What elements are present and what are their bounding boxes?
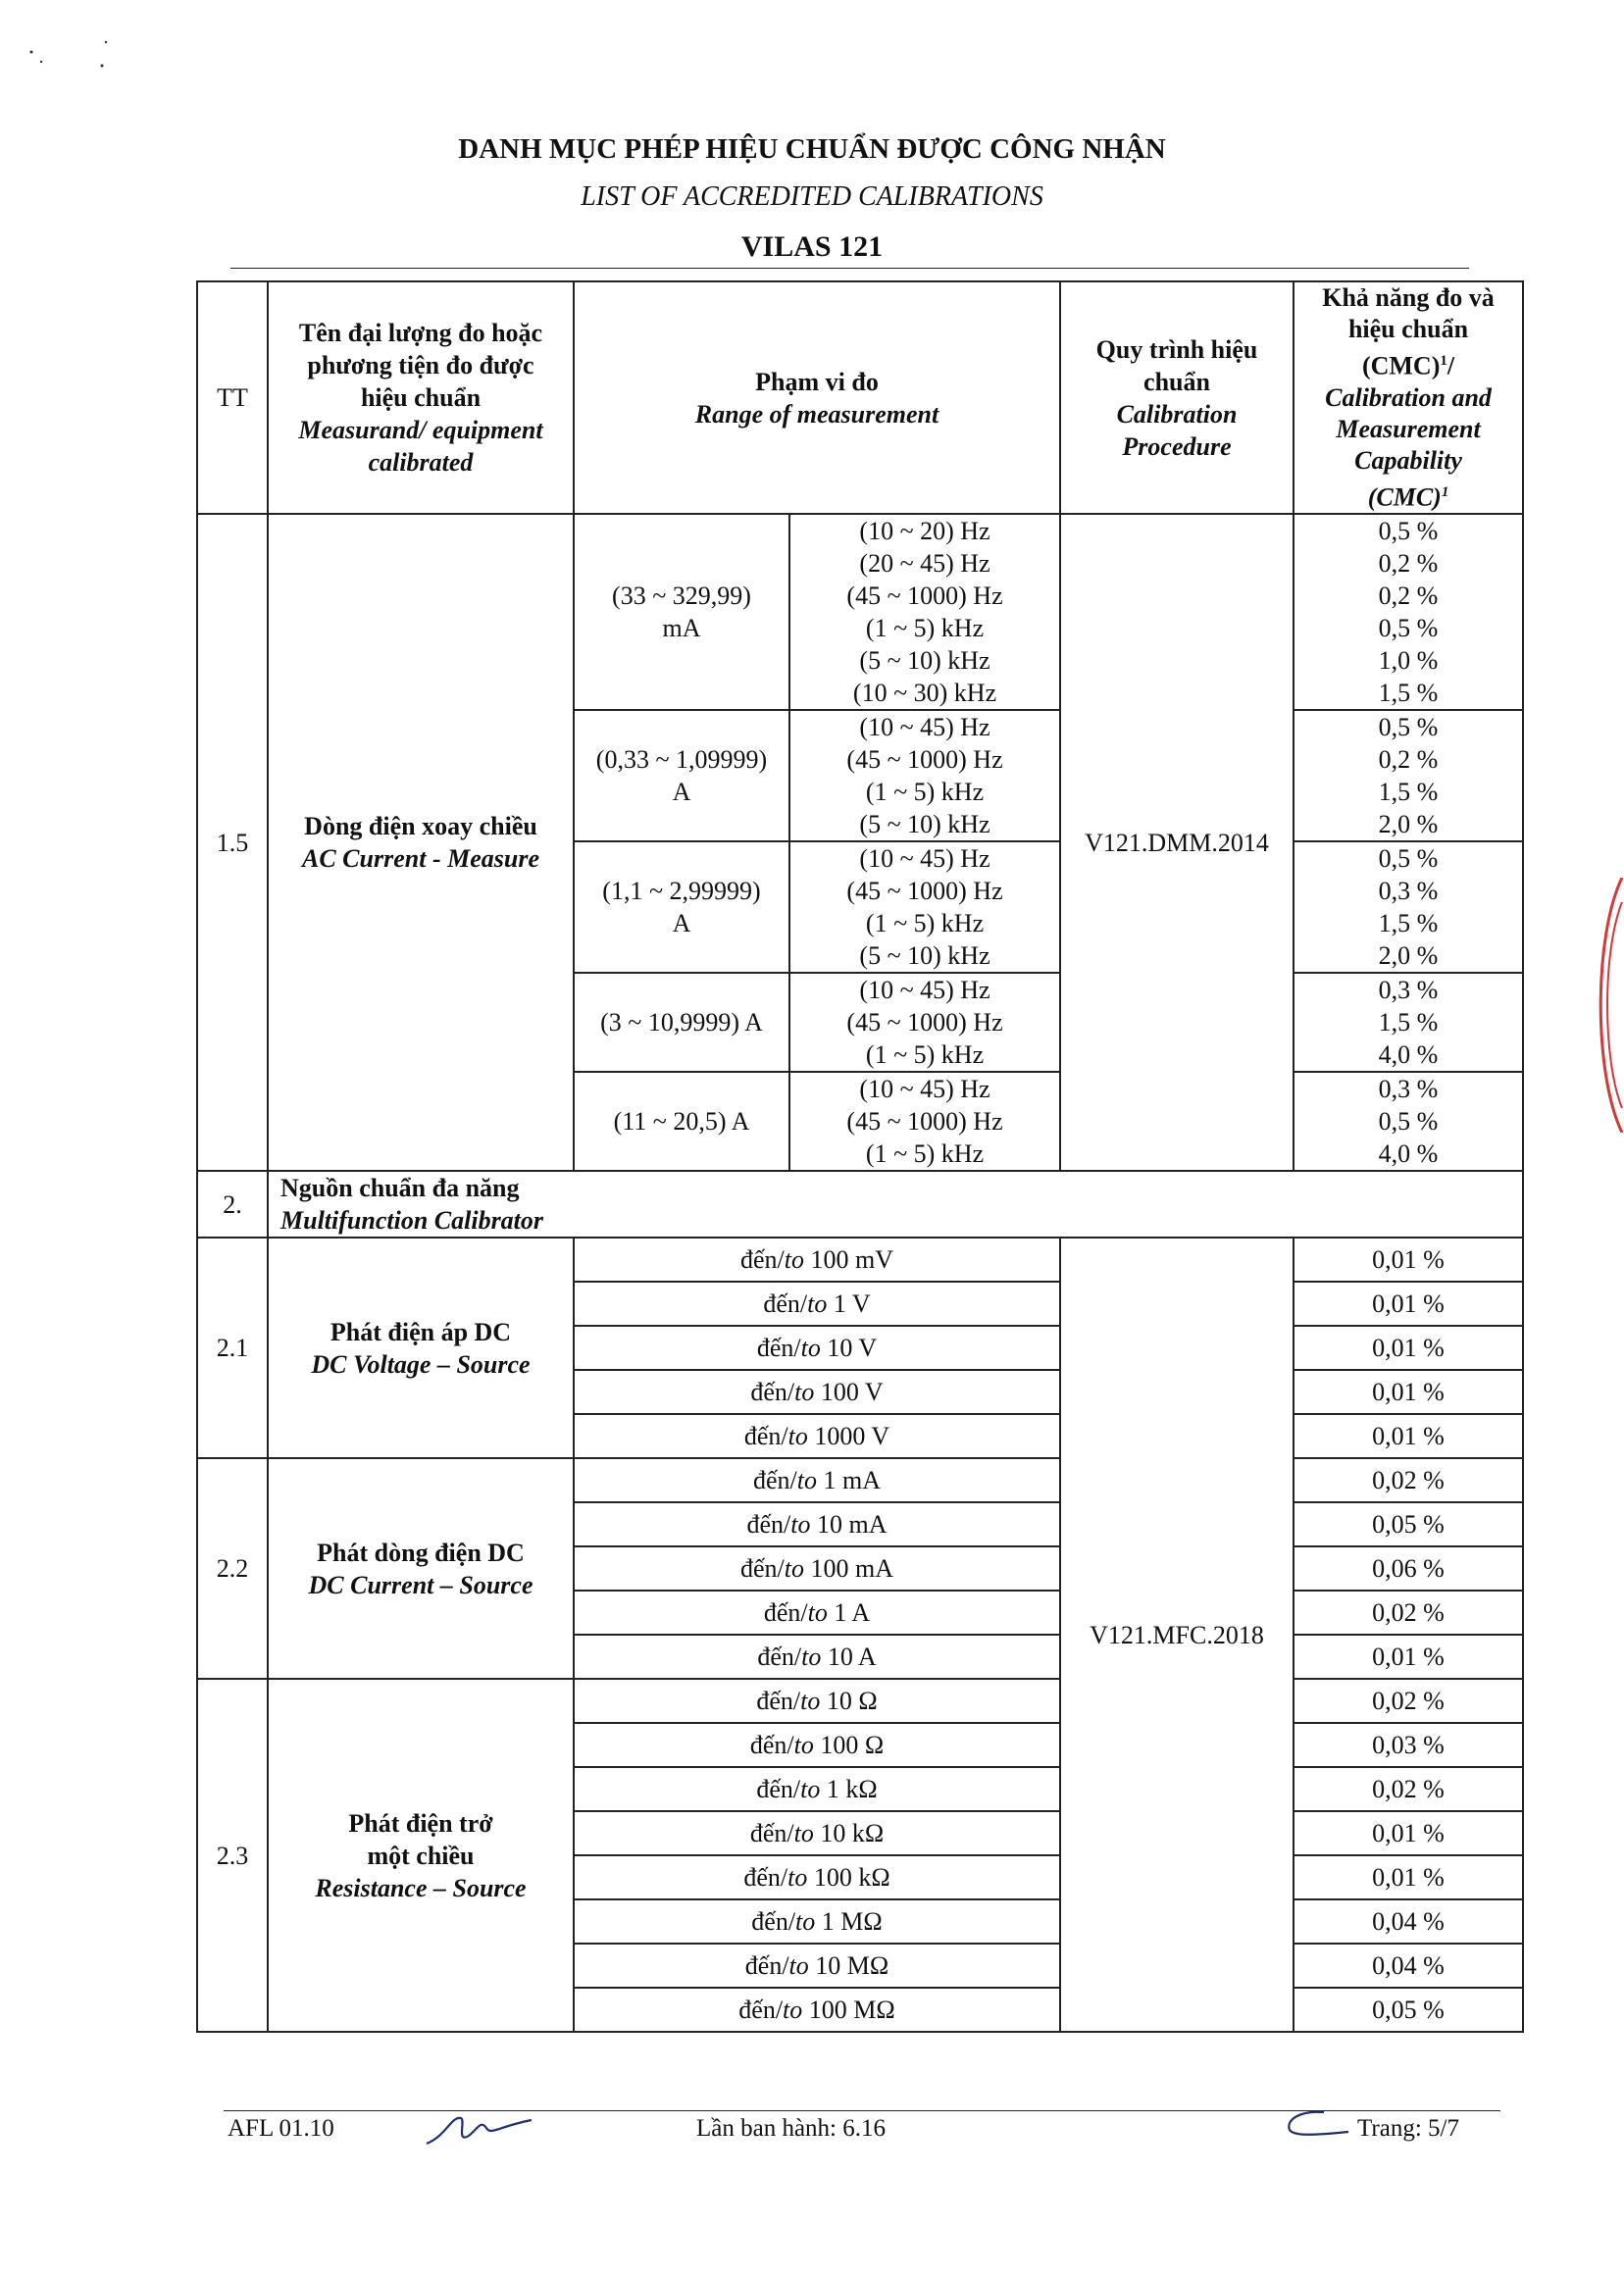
cmc-cell: 0,5 % 0,2 % 1,5 % 2,0 %: [1294, 710, 1523, 841]
footer-doc-code: AFL 01.10: [228, 2115, 334, 2142]
range-cell: (1,1 ~ 2,99999) A: [574, 841, 789, 973]
cmc-cell: 0,01 %: [1294, 1855, 1523, 1899]
range-cell: đến/to 1 kΩ: [574, 1767, 1060, 1811]
range-cell: đến/to 1 mA: [574, 1458, 1060, 1502]
range-cell: đến/to 1000 V: [574, 1414, 1060, 1458]
cmc-cell: 0,04 %: [1294, 1899, 1523, 1944]
range-cell: đến/to 100 mV: [574, 1238, 1060, 1282]
measurand-cell: Phát dòng điện DC DC Current – Source: [268, 1458, 574, 1679]
scan-specks-icon: [20, 34, 118, 83]
cmc-cell: 0,02 %: [1294, 1591, 1523, 1635]
cmc-cell: 0,06 %: [1294, 1546, 1523, 1591]
range-cell: (33 ~ 329,99) mA: [574, 514, 789, 710]
cmc-cell: 0,01 %: [1294, 1282, 1523, 1326]
measurand-cell: Phát điện trở một chiều Resistance – Source: [268, 1679, 574, 2032]
cmc-cell: 0,02 %: [1294, 1679, 1523, 1723]
cmc-cell: 0,04 %: [1294, 1944, 1523, 1988]
col-header-cmc: Khả năng đo và hiệu chuẩn (CMC)$^1$/ Calibration and Measurement Capability (CMC)$^1$: [1294, 281, 1523, 514]
header-rule: [230, 268, 1469, 269]
cmc-cell: 0,01 %: [1294, 1326, 1523, 1370]
cmc-cell: 0,01 %: [1294, 1811, 1523, 1855]
range-cell: (3 ~ 10,9999) A: [574, 973, 789, 1072]
accreditation-code: VILAS 121: [740, 230, 884, 263]
table-row: [197, 514, 1523, 710]
cmc-cell: 0,01 %: [1294, 1370, 1523, 1414]
range-cell: (11 ~ 20,5) A: [574, 1072, 789, 1171]
range-cell: (0,33 ~ 1,09999) A: [574, 710, 789, 841]
stamp-fragment-icon: [1589, 878, 1624, 1133]
section-heading-row: [197, 1171, 1523, 1238]
measurand-cell: Dòng điện xoay chiều AC Current - Measure: [268, 514, 574, 1171]
section-number: 2.: [197, 1171, 268, 1238]
cmc-cell: 0,05 %: [1294, 1988, 1523, 2032]
range-cell: đến/to 10 V: [574, 1326, 1060, 1370]
footer-page: Trang: 5/7: [1357, 2115, 1459, 2142]
col-header-tt: TT: [197, 281, 268, 514]
range-cell: đến/to 10 mA: [574, 1502, 1060, 1546]
range-cell: đến/to 10 Ω: [574, 1679, 1060, 1723]
section-number: 2.2: [197, 1458, 268, 1679]
section-number: 1.5: [197, 514, 268, 1171]
table-row: [197, 1238, 1523, 1282]
cmc-cell: 0,05 %: [1294, 1502, 1523, 1546]
range-cell: đến/to 1 MΩ: [574, 1899, 1060, 1944]
procedure-cell: V121.DMM.2014: [1060, 514, 1294, 1171]
frequency-cell: (10 ~ 45) Hz (45 ~ 1000) Hz (1 ~ 5) kHz: [789, 1072, 1060, 1171]
measurand-cell: Phát điện áp DC DC Voltage – Source: [268, 1238, 574, 1458]
range-cell: đến/to 10 kΩ: [574, 1811, 1060, 1855]
title-vietnamese: DANH MỤC PHÉP HIỆU CHUẨN ĐƯỢC CÔNG NHẬN: [458, 133, 1166, 165]
section-number: 2.3: [197, 1679, 268, 2032]
range-cell: đến/to 1 A: [574, 1591, 1060, 1635]
range-cell: đến/to 1 V: [574, 1282, 1060, 1326]
frequency-cell: (10 ~ 45) Hz (45 ~ 1000) Hz (1 ~ 5) kHz (5 ~ 10) kHz: [789, 841, 1060, 973]
cmc-cell: 0,3 % 0,5 % 4,0 %: [1294, 1072, 1523, 1171]
cmc-cell: 0,5 % 0,2 % 0,2 % 0,5 % 1,0 % 1,5 %: [1294, 514, 1523, 710]
range-cell: đến/to 100 V: [574, 1370, 1060, 1414]
signature-icon: [422, 2106, 539, 2155]
frequency-cell: (10 ~ 20) Hz (20 ~ 45) Hz (45 ~ 1000) Hz (1 ~ 5) kHz (5 ~ 10) kHz (10 ~ 30) kHz: [789, 514, 1060, 710]
range-cell: đến/to 10 A: [574, 1635, 1060, 1679]
range-cell: đến/to 100 kΩ: [574, 1855, 1060, 1899]
footer-issue: Lần ban hành: 6.16: [696, 2115, 887, 2142]
table-header-row: [197, 281, 1523, 514]
cmc-cell: 0,01 %: [1294, 1635, 1523, 1679]
col-header-range: Phạm vi đo Range of measurement: [574, 281, 1060, 514]
cmc-cell: 0,3 % 1,5 % 4,0 %: [1294, 973, 1523, 1072]
cmc-cell: 0,02 %: [1294, 1767, 1523, 1811]
range-cell: đến/to 100 mA: [574, 1546, 1060, 1591]
cmc-cell: 0,5 % 0,3 % 1,5 % 2,0 %: [1294, 841, 1523, 973]
cmc-cell: 0,01 %: [1294, 1414, 1523, 1458]
col-header-measurand: Tên đại lượng đo hoặc phương tiện đo được hiệu chuẩn Measurand/ equipment calibrated: [268, 281, 574, 514]
title-english: LIST OF ACCREDITED CALIBRATIONS: [581, 181, 1043, 212]
calibration-table: [196, 280, 1524, 2033]
range-cell: đến/to 10 MΩ: [574, 1944, 1060, 1988]
cmc-cell: 0,02 %: [1294, 1458, 1523, 1502]
section-number: 2.1: [197, 1238, 268, 1458]
frequency-cell: (10 ~ 45) Hz (45 ~ 1000) Hz (1 ~ 5) kHz: [789, 973, 1060, 1072]
table-row: [197, 1679, 1523, 1723]
cmc-cell: 0,03 %: [1294, 1723, 1523, 1767]
range-cell: đến/to 100 MΩ: [574, 1988, 1060, 2032]
range-cell: đến/to 100 Ω: [574, 1723, 1060, 1767]
table-row: [197, 1458, 1523, 1502]
col-header-procedure: Quy trình hiệu chuẩn Calibration Procedure: [1060, 281, 1294, 514]
cmc-cell: 0,01 %: [1294, 1238, 1523, 1282]
initials-icon: [1280, 2106, 1358, 2149]
frequency-cell: (10 ~ 45) Hz (45 ~ 1000) Hz (1 ~ 5) kHz (5 ~ 10) kHz: [789, 710, 1060, 841]
section-title: Nguồn chuẩn đa năng Multifunction Calibrator: [268, 1171, 1523, 1238]
procedure-cell: V121.MFC.2018: [1060, 1238, 1294, 2032]
